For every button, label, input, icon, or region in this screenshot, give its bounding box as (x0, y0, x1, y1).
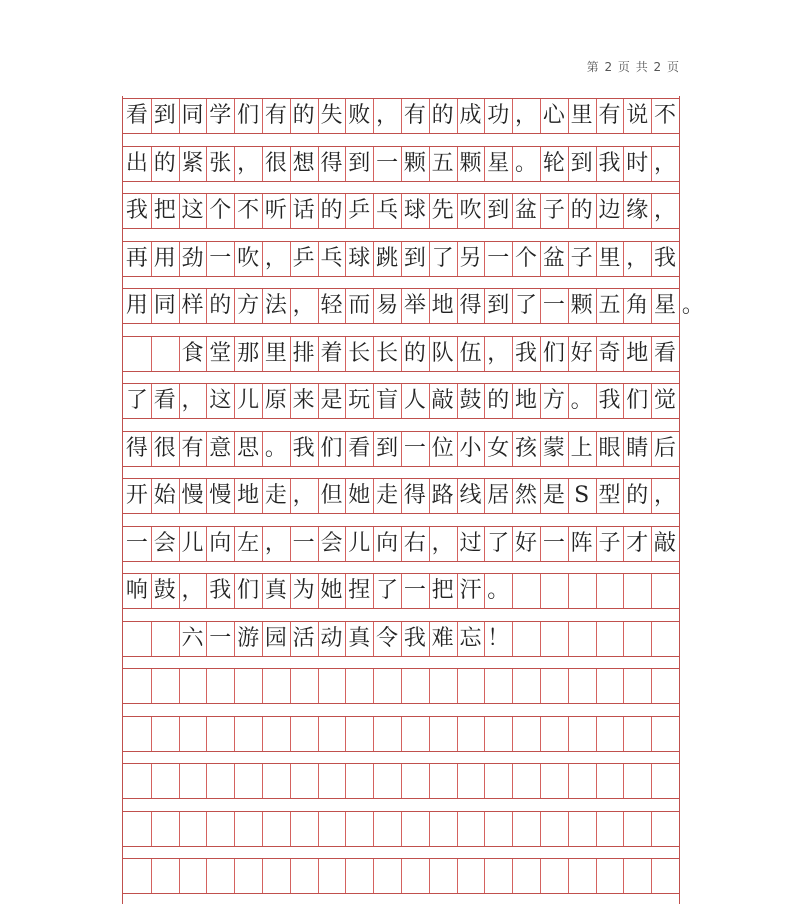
essay-line: 六 一 游 园 活 动 真 令 我 难 忘 ！ (181, 625, 510, 651)
essay-line: 用 同 样 的 方 法 ， 轻 而 易 举 地 得 到 了 一 颗 五 角 星 。 (125, 293, 704, 318)
essay-line: 出 的 紧 张 ， 很 想 得 到 一 颗 五 颗 星 。 轮 到 我 时 ， (125, 150, 677, 176)
essay-line (123, 811, 679, 847)
page-header: 第 2 页 共 2 页 (586, 60, 680, 74)
essay-line (123, 763, 679, 799)
essay-line (123, 716, 679, 752)
essay-line: 开 始 慢 慢 地 走 ， 但 她 走 得 路 线 居 然 是 S 型 的 ， (125, 483, 677, 508)
essay-line: 响 鼓 ， 我 们 真 为 她 捏 了 一 把 汗 。 (125, 578, 510, 603)
essay-line: 一 会 儿 向 左 ， 一 会 儿 向 右 ， 过 了 好 一 阵 子 才 敲 (125, 530, 677, 556)
essay-line: 得 很 有 意 思 。 我 们 看 到 一 位 小 女 孩 蒙 上 眼 睛 后 (125, 435, 677, 461)
essay-line: 看 到 同 学 们 有 的 失 败 ， 有 的 成 功 ， 心 里 有 说 不 (125, 103, 677, 128)
essay-line: 食 堂 那 里 排 着 长 长 的 队 伍 ， 我 们 好 奇 地 看 (181, 340, 677, 366)
essay-line: 了 看 ， 这 儿 原 来 是 玩 盲 人 敲 鼓 的 地 方 。 我 们 觉 (125, 388, 677, 413)
essay-line: 我 把 这 个 不 听 话 的 乒 乓 球 先 吹 到 盆 子 的 边 缘 ， (125, 198, 677, 223)
essay-line (123, 858, 679, 894)
essay-line (123, 668, 679, 704)
writing-grid-paper (122, 96, 704, 904)
essay-line: 再 用 劲 一 吹 ， 乒 乓 球 跳 到 了 另 一 个 盆 子 里 ， 我 (125, 245, 677, 271)
